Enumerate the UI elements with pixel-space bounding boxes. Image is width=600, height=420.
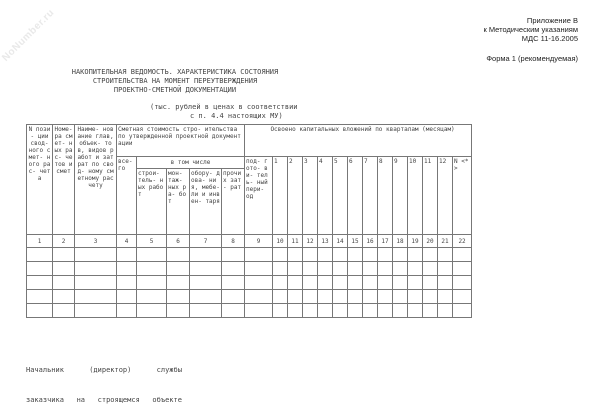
column-number: 12 <box>303 235 318 248</box>
appendix-line: Приложение В <box>526 16 578 25</box>
accumulation-table <box>26 124 472 318</box>
header-cell-month: 1 <box>273 157 288 235</box>
header-cell-including: в том числе <box>137 157 245 169</box>
signature-line: заказчика на строящемся объекте <box>26 396 182 404</box>
column-number: 4 <box>117 235 137 248</box>
appendix-line: к Методическим указаниям <box>483 25 578 34</box>
signature-line: Начальник (директор) службы <box>26 366 182 374</box>
column-number: 15 <box>348 235 363 248</box>
header-cell-prep-period: под- гото- ви- тель- ный пери- од <box>245 157 273 235</box>
column-number: 9 <box>245 235 273 248</box>
column-number: 13 <box>318 235 333 248</box>
header-cell-month: 3 <box>303 157 318 235</box>
header-cell-name: Наиме- нование глав, объек- тов, видов работ и затрат по свод- ному сметному расчету <box>75 125 117 235</box>
signature-block <box>26 345 182 420</box>
header-cell-investments: Освоено капитальных вложений по кварталам (месяцам) <box>245 125 472 157</box>
header-cell-month: 11 <box>423 157 438 235</box>
column-number: 5 <box>137 235 167 248</box>
table-row <box>27 290 472 304</box>
column-number: 8 <box>222 235 245 248</box>
column-number: 21 <box>438 235 453 248</box>
column-number: 1 <box>27 235 53 248</box>
header-cell-month: 4 <box>318 157 333 235</box>
header-cell-position: N пози- ции свод- ного смет- ного рас- чета <box>27 125 53 235</box>
watermark: NoNumber.ru <box>0 7 57 64</box>
table-row <box>27 276 472 290</box>
column-number: 17 <box>378 235 393 248</box>
appendix-line: МДС 11-16.2005 <box>521 34 578 43</box>
column-number: 14 <box>333 235 348 248</box>
header-cell-month: 9 <box>393 157 408 235</box>
header-cell-construction: строи- тель- ных работ <box>137 169 167 235</box>
document-subtitle <box>150 103 298 121</box>
header-cell-month: 10 <box>408 157 423 235</box>
column-number: 22 <box>453 235 472 248</box>
column-number: 19 <box>408 235 423 248</box>
subtitle-line: с п. 4.4 настоящих МУ) <box>190 112 283 120</box>
header-cell-month: 2 <box>288 157 303 235</box>
table-row <box>27 248 472 262</box>
header-cell-other: прочих зат- рат <box>222 169 245 235</box>
column-number: 3 <box>75 235 117 248</box>
table-row <box>27 304 472 318</box>
column-number: 2 <box>53 235 75 248</box>
header-cell-month: 6 <box>348 157 363 235</box>
subtitle-line: (тыс. рублей в ценах в соответствии <box>150 103 298 111</box>
appendix-header <box>483 16 578 43</box>
column-number: 6 <box>167 235 190 248</box>
header-cell-estimate-cost: Сметная стоимость стро- ительства по утвержденной проектной документации <box>117 125 245 157</box>
title-line: ПРОЕКТНО-СМЕТНОЙ ДОКУМЕНТАЦИИ <box>113 86 237 94</box>
header-cell-month: 12 <box>438 157 453 235</box>
form-label: Форма 1 (рекомендуемая) <box>486 54 578 63</box>
title-line: НАКОПИТЕЛЬНАЯ ВЕДОМОСТЬ. ХАРАКТЕРИСТИКА СОСТОЯНИЯ <box>71 68 279 76</box>
column-number: 10 <box>273 235 288 248</box>
column-number: 18 <box>393 235 408 248</box>
column-number-row <box>27 235 472 248</box>
document-title <box>40 68 310 95</box>
table-row <box>27 262 472 276</box>
header-cell-last: N <*> <box>453 157 472 235</box>
title-line: СТРОИТЕЛЬСТВА НА МОМЕНТ ПЕРЕУТВЕРЖДЕНИЯ <box>92 77 258 85</box>
column-number: 7 <box>190 235 222 248</box>
column-number: 11 <box>288 235 303 248</box>
header-cell-estimate-numbers: Номе- ра смет- ных рас- четов и смет <box>53 125 75 235</box>
header-cell-equipment: обору- дова- ния, мебе- ли и инвен- таря <box>190 169 222 235</box>
header-cell-total: все- го <box>117 157 137 235</box>
column-number: 20 <box>423 235 438 248</box>
header-cell-month: 8 <box>378 157 393 235</box>
column-number: 16 <box>363 235 378 248</box>
header-cell-month: 5 <box>333 157 348 235</box>
header-cell-month: 7 <box>363 157 378 235</box>
header-cell-installation: мон- таж- ных ра- бот <box>167 169 190 235</box>
